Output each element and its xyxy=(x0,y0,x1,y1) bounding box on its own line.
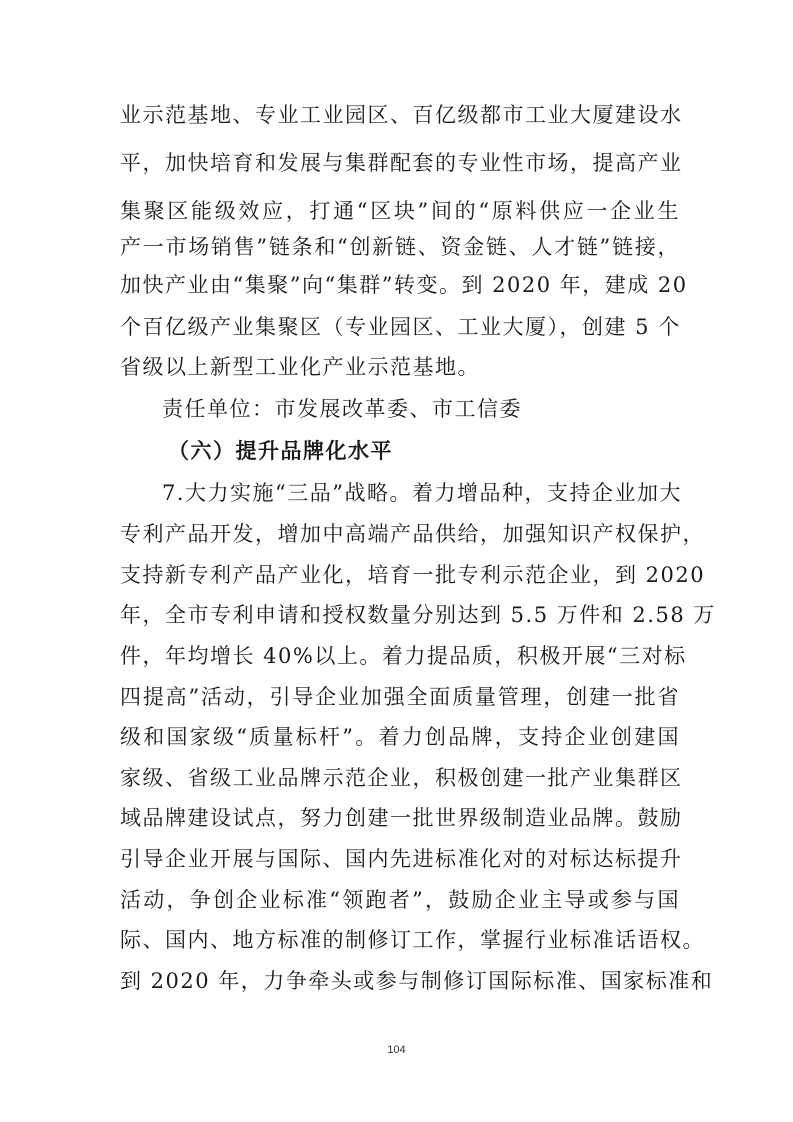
paragraph-line: 年，全市专利申请和授权数量分别达到 5.5 万件和 2.58 万 xyxy=(120,603,716,627)
paragraph-line: 集聚区能级效应，打通“区块”间的“原料供应一企业生 xyxy=(120,199,680,223)
paragraph-line: 平，加快培育和发展与集群配套的专业性市场，提高产业 xyxy=(120,151,683,175)
paragraph-line: 7.大力实施“三品”战略。着力增品种，支持企业加大 xyxy=(162,481,683,505)
paragraph-line: 支持新专利产品产业化，培育一批专利示范企业，到 2020 xyxy=(120,563,706,587)
paragraph-line: 际、国内、地方标准的制修订工作，掌握行业标准话语权。 xyxy=(120,928,705,952)
paragraph-line: 加快产业由“集聚”向“集群”转变。到 2020 年，建成 20 xyxy=(120,273,688,297)
paragraph-line: 级和国家级“质量标杆”。着力创品牌，支持企业创建国 xyxy=(120,725,680,749)
paragraph-line: 到 2020 年，力争牵头或参与制修订国际标准、国家标准和 xyxy=(120,969,714,993)
paragraph-line: 产一市场销售”链条和“创新链、资金链、人才链”链接， xyxy=(120,235,680,259)
section-heading: （六）提升品牌化水平 xyxy=(168,439,393,463)
paragraph-line: 省级以上新型工业化产业示范基地。 xyxy=(120,355,480,379)
paragraph-line: 个百亿级产业集聚区（专业园区、工业大厦），创建 5 个 xyxy=(120,315,681,339)
paragraph-line: 业示范基地、专业工业园区、百亿级都市工业大厦建设水 xyxy=(120,103,683,127)
paragraph-line: 引导企业开展与国际、国内先进标准化对的对标达标提升 xyxy=(120,847,683,871)
paragraph-line: 活动，争创企业标准“领跑者”，鼓励企业主导或参与国 xyxy=(120,888,680,912)
paragraph-line: 专利产品开发，增加中高端产品供给，加强知识产权保护， xyxy=(120,522,705,546)
paragraph-line: 家级、省级工业品牌示范企业，积极创建一批产业集群区 xyxy=(120,766,683,790)
paragraph-line: 四提高”活动，引导企业加强全面质量管理，创建一批省 xyxy=(120,685,680,709)
paragraph-line: 域品牌建设试点，努力创建一批世界级制造业品牌。鼓励 xyxy=(120,806,683,830)
page-number: 104 xyxy=(387,1044,406,1056)
paragraph-line: 件，年均增长 40%以上。着力提品质，积极开展“三对标 xyxy=(120,644,687,668)
responsible-units: 责任单位：市发展改革委、市工信委 xyxy=(162,397,522,421)
